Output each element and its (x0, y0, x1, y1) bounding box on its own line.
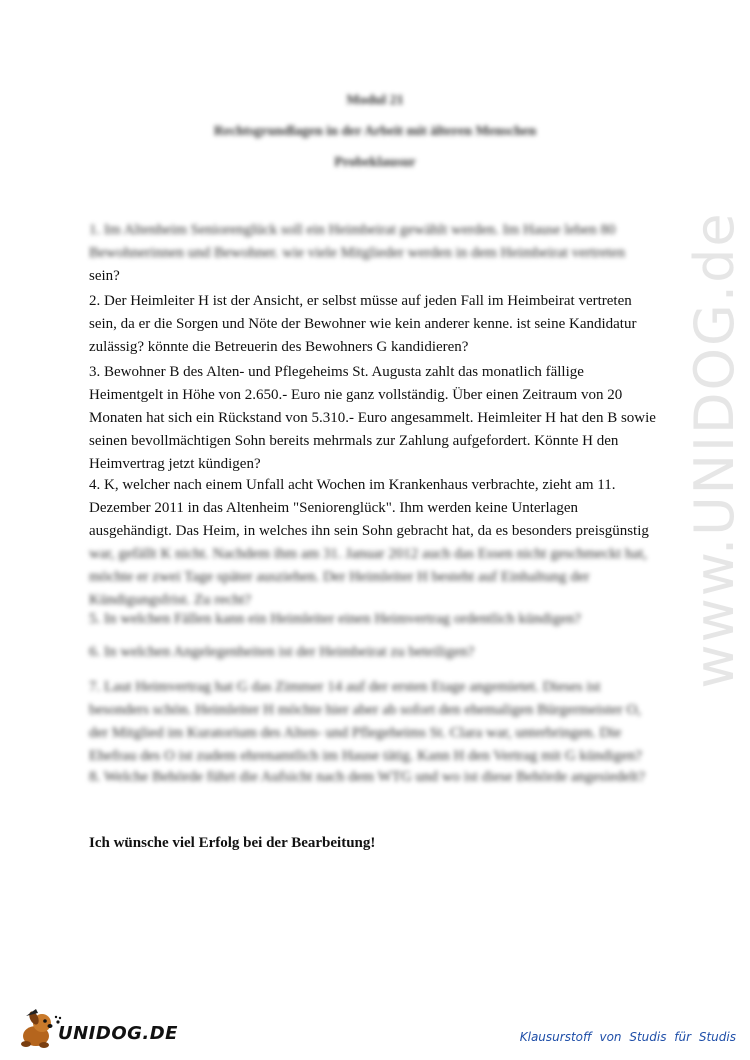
question-line: sein, da er die Sorgen und Nöte der Bewohner wie kein anderer kenne. ist seine Kandidatur (89, 316, 637, 332)
question-line: Monaten hat sich ein Rückstand von 5.310.- Euro angesammelt. Heimleiter H hat den B sowie (89, 410, 656, 426)
question-line: Ehefrau des O ist zudem ehrenamtlich im Hause tätig. Kann H den Vertrag mit G kündigen? (89, 748, 642, 764)
closing-remark: Ich wünsche viel Erfolg bei der Bearbeitung! (89, 835, 376, 851)
question-line: 8. Welche Behörde führt die Aufsicht nach dem WTG und wo ist diese Behörde angesiedelt? (89, 769, 645, 785)
question-line: seinen bevollmächtigen Sohn bereits mehrmals zur Zahlung aufgefordert. Könnte H den (89, 433, 619, 449)
question-4 (89, 474, 669, 612)
question-3 (89, 361, 669, 476)
question-line: 1. Im Altenheim Seniorenglück soll ein Heimbeirat gewählt werden. Im Hause leben 80 (89, 222, 616, 238)
question-line: möchte er zwei Tage später ausziehen. Der Heimleiter H besteht auf Einhaltung der (89, 569, 590, 585)
question-line: 7. Laut Heimvertrag hat G das Zimmer 14 auf der ersten Etage angemietet. Dieses ist (89, 679, 601, 695)
question-2 (89, 290, 669, 359)
watermark-text: www.UNIDOG.de (683, 211, 746, 689)
module-title: Modul 21 (346, 93, 404, 108)
footer-slogan: Klausurstoff von Studis für Studis (519, 1030, 736, 1044)
question-line: 5. In welchen Fällen kann ein Heimleiter einen Heimvertrag ordentlich kündigen? (89, 611, 581, 627)
question-line: war, gefällt K nicht. Nachdem ihm am 31. Januar 2012 auch das Essen nicht geschmeckt hat, (89, 546, 647, 562)
question-line: Bewohnerinnen und Bewohner. wie viele Mitglieder werden in dem Heimbeirat vertreten (89, 245, 626, 261)
question-line: Heimentgelt in Höhe von 2.650.- Euro nie ganz vollständig. Über einen Zeitraum von 20 (89, 387, 623, 403)
dog-mascot-icon (14, 1006, 64, 1050)
question-line: ausgehändigt. Das Heim, in welches ihn sein Sohn gebracht hat, da es besonders preisgünstig (89, 523, 649, 539)
question-7 (89, 676, 669, 768)
subject-title: Rechtsgrundlagen in der Arbeit mit älteren Menschen (213, 124, 537, 139)
question-line: sein? (89, 268, 120, 284)
unidog-logo[interactable] (14, 1006, 178, 1050)
question-5 (89, 608, 669, 631)
question-6 (89, 641, 669, 664)
exam-type-title: Probeklausur (334, 155, 416, 170)
question-1 (89, 219, 669, 288)
question-line: der Mitglied im Kuratorium des Alten- und Pflegeheims St. Clara war, unterbringen. Die (89, 725, 622, 741)
question-line: Dezember 2011 in das Altenheim "Seniorenglück". Ihm werden keine Unterlagen (89, 500, 579, 516)
question-line: 6. In welchen Angelegenheiten ist der Heimbeirat zu beteiligen? (89, 644, 475, 660)
question-line: Kündigungsfrist. Zu recht? (89, 592, 252, 608)
question-line: zulässig? könnte die Betreuerin des Bewohners G kandidieren? (89, 339, 469, 355)
question-line: besonders schön. Heimleiter H möchte hier aber ab sofort den ehemaligen Bürgermeister O, (89, 702, 642, 718)
logo-text: UNIDOG.DE (58, 1023, 178, 1044)
question-line: 4. K, welcher nach einem Unfall acht Wochen im Krankenhaus verbrachte, zieht am 11. (89, 477, 616, 493)
watermark (683, 211, 746, 689)
question-line: 3. Bewohner B des Alten- und Pflegeheims St. Augusta zahlt das monatlich fällige (89, 364, 584, 380)
question-line: 2. Der Heimleiter H ist der Ansicht, er selbst müsse auf jeden Fall im Heimbeirat vertreten (89, 293, 632, 309)
question-8 (89, 766, 669, 789)
question-line: Heimvertrag jetzt kündigen? (89, 456, 261, 472)
